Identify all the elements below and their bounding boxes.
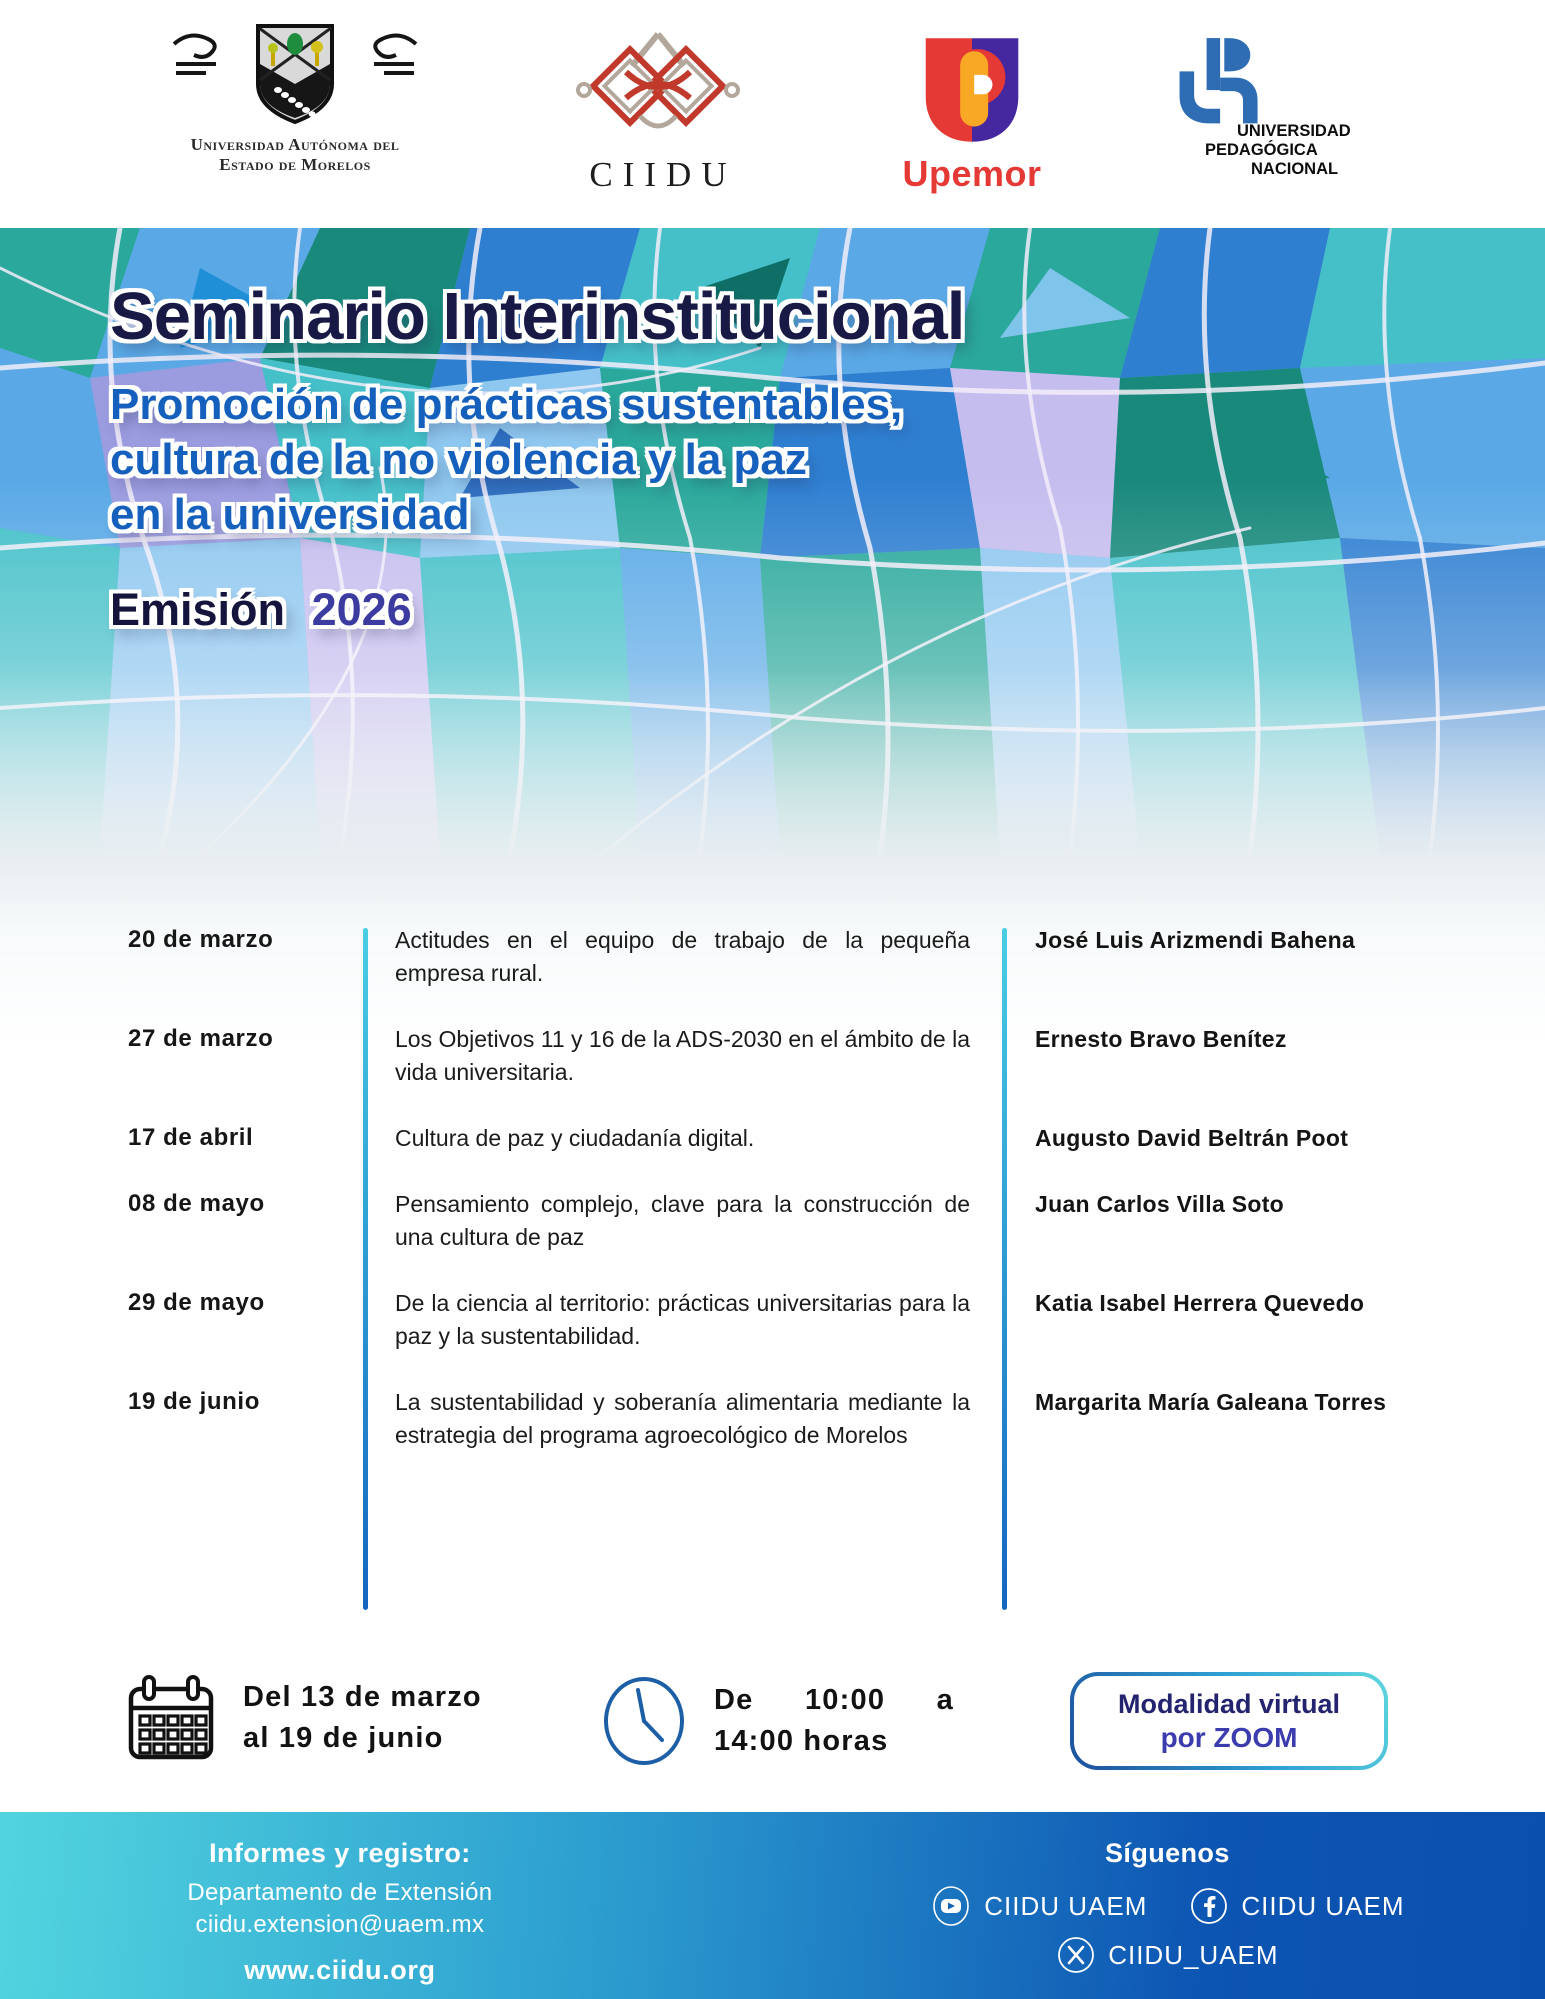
seminar-subtitle-line1: Promoción de prácticas sustentables, bbox=[110, 380, 903, 429]
upemor-wordmark: Upemor bbox=[902, 153, 1042, 194]
upn-name-line3: NACIONAL bbox=[1251, 160, 1339, 178]
hero-banner bbox=[0, 228, 1545, 856]
modality-badge bbox=[1070, 1672, 1388, 1770]
session-topic: Actitudes en el equipo de trabajo de la pequeña empresa rural. bbox=[395, 927, 970, 986]
session-topic: La sustentabilidad y soberanía alimentaria mediante la estrategia del programa agroecológico de Morelos bbox=[395, 1389, 970, 1448]
contact-block bbox=[0, 1812, 680, 1999]
ciidu-wordmark: CIIDU bbox=[589, 155, 737, 194]
time-range-line1: De 10:00 a bbox=[714, 1684, 954, 1716]
uaem-logo bbox=[140, 22, 450, 175]
uaem-name-line1: Universidad Autónoma del bbox=[190, 135, 400, 154]
session-date: 29 de mayo bbox=[128, 1289, 265, 1316]
session-topic: De la ciencia al territorio: prácticas universitarias para la paz y la sustentabilidad. bbox=[395, 1290, 970, 1349]
clock-icon bbox=[600, 1674, 688, 1768]
date-range-group bbox=[125, 1672, 482, 1764]
emission-label: Emisión bbox=[110, 584, 286, 635]
upn-name-line2: PEDAGÓGICA bbox=[1205, 141, 1318, 159]
date-range-line2: al 19 de junio bbox=[243, 1722, 444, 1754]
youtube-icon bbox=[930, 1885, 972, 1927]
session-date: 19 de junio bbox=[128, 1388, 260, 1415]
upemor-u-icon bbox=[910, 34, 1034, 146]
session-speaker: Augusto David Beltrán Poot bbox=[1035, 1125, 1349, 1151]
emission-year: 2026 bbox=[311, 584, 412, 635]
social-handle: CIIDU UAEM bbox=[984, 1890, 1148, 1921]
session-speaker: Margarita María Galeana Torres bbox=[1035, 1389, 1387, 1415]
schedule-row bbox=[128, 1188, 1400, 1254]
session-date: 20 de marzo bbox=[128, 926, 274, 953]
schedule-row bbox=[128, 1287, 1400, 1353]
social-item-youtube bbox=[930, 1885, 1147, 1927]
event-details bbox=[0, 1660, 1545, 1790]
seminar-subtitle-line3: en la universidad bbox=[110, 490, 470, 539]
upemor-logo bbox=[862, 34, 1082, 195]
social-block bbox=[820, 1812, 1515, 1999]
schedule-row bbox=[128, 924, 1400, 990]
session-speaker: Juan Carlos Villa Soto bbox=[1035, 1191, 1285, 1217]
facebook-icon bbox=[1189, 1886, 1229, 1926]
footer bbox=[0, 1812, 1545, 1999]
session-speaker: José Luis Arizmendi Bahena bbox=[1035, 927, 1356, 953]
table-divider-right bbox=[1002, 928, 1007, 1610]
social-handle: CIIDU UAEM bbox=[1241, 1890, 1405, 1921]
session-speaker: Katia Isabel Herrera Quevedo bbox=[1035, 1290, 1365, 1316]
follow-title: Síguenos bbox=[1105, 1838, 1230, 1868]
schedule-row bbox=[128, 1386, 1400, 1452]
uaem-name-line2: Estado de Morelos bbox=[219, 155, 371, 174]
session-date: 27 de marzo bbox=[128, 1025, 274, 1052]
session-topic: Los Objetivos 11 y 16 de la ADS-2030 en el ámbito de la vida universitaria. bbox=[395, 1026, 970, 1085]
session-speaker: Ernesto Bravo Benítez bbox=[1035, 1026, 1287, 1052]
session-date: 08 de mayo bbox=[128, 1190, 265, 1217]
contact-email: ciidu.extension@uaem.mx bbox=[195, 1911, 485, 1938]
modality-line2: por ZOOM bbox=[1160, 1721, 1298, 1753]
calendar-icon bbox=[125, 1672, 217, 1764]
session-date: 17 de abril bbox=[128, 1124, 254, 1151]
social-item-facebook bbox=[1189, 1886, 1404, 1926]
schedule-row bbox=[128, 1122, 1400, 1155]
contact-department: Departamento de Extensión bbox=[187, 1879, 493, 1906]
modality-line1: Modalidad virtual bbox=[1117, 1688, 1341, 1719]
uaem-crest-icon bbox=[170, 22, 420, 128]
website-url: www.ciidu.org bbox=[244, 1955, 436, 1985]
upn-name-line1: UNIVERSIDAD bbox=[1237, 122, 1351, 140]
table-divider-left bbox=[363, 928, 368, 1610]
schedule-row bbox=[128, 1023, 1400, 1089]
ciidu-logo bbox=[548, 30, 768, 195]
contact-title: Informes y registro: bbox=[209, 1838, 471, 1868]
session-topic: Cultura de paz y ciudadanía digital. bbox=[395, 1125, 755, 1151]
ciidu-knot-icon bbox=[570, 30, 746, 146]
social-item-x bbox=[1056, 1935, 1278, 1975]
seminar-title: Seminario Interinstitucional bbox=[110, 279, 965, 354]
social-handle: CIIDU_UAEM bbox=[1108, 1939, 1279, 1970]
x-icon bbox=[1056, 1935, 1096, 1975]
date-range-line1: Del 13 de marzo bbox=[243, 1681, 482, 1713]
time-range-line2: 14:00 horas bbox=[714, 1725, 889, 1757]
schedule-table bbox=[0, 918, 1545, 1485]
session-topic: Pensamiento complejo, clave para la construcción de una cultura de paz bbox=[395, 1191, 970, 1250]
seminar-subtitle-line2: cultura de la no violencia y la paz bbox=[110, 435, 807, 484]
upn-logo bbox=[1165, 36, 1415, 179]
time-range-group bbox=[600, 1674, 954, 1768]
